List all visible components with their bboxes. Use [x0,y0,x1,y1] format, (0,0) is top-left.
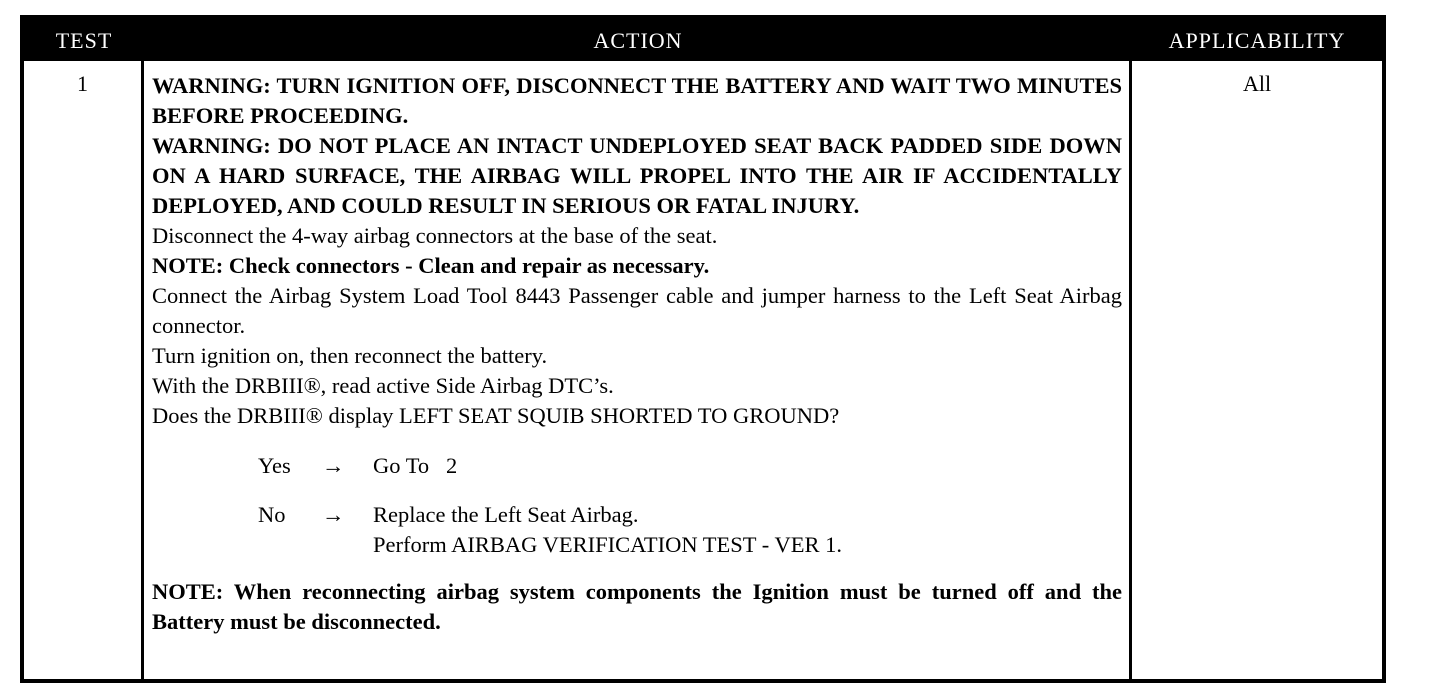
warning-seat-back: WARNING: DO NOT PLACE AN INTACT UNDEPLOYED SEAT BACK PADDED SIDE DOWN ON A HARD SURFACE, THE AIRBAG WILL PROPEL INTO THE AIR IF ACCIDENTALLY DEPLOYED, AND COULD RESULT IN SERIOUS OR FATAL INJURY. [152,133,1122,218]
step-connect-load-tool: Connect the Airbag System Load Tool 8443 Passenger cable and jumper harness to the Left Seat Airbag connector. [152,283,1122,338]
branch-yes-label: Yes [258,453,291,478]
warning-ignition: WARNING: TURN IGNITION OFF, DISCONNECT THE BATTERY AND WAIT TWO MINUTES BEFORE PROCEEDING. [152,73,1122,128]
diagnostic-question: Does the DRBIII® display LEFT SEAT SQUIB SHORTED TO GROUND? [152,403,840,428]
column-divider [1129,61,1132,679]
table-header [24,19,1382,61]
header-test: TEST [55,28,113,53]
column-divider [141,61,144,679]
note-check-connectors: NOTE: Check connectors - Clean and repair as necessary. [152,253,710,278]
branch-yes-action: Go To 2 [373,453,458,478]
test-number: 1 [77,71,88,96]
applicability-value: All [1242,71,1272,96]
step-read-dtc: With the DRBIII®, read active Side Airbag DTC’s. [152,373,614,398]
diagnostic-test-table [20,15,1386,683]
branch-no-action-verify: Perform AIRBAG VERIFICATION TEST - VER 1. [373,532,842,557]
arrow-right-icon: → [322,453,345,478]
branch-yes [152,451,1122,481]
action-cell [152,71,1122,637]
branch-no-action-replace: Replace the Left Seat Airbag. [373,502,639,527]
branch-no-label: No [258,502,286,527]
note-reconnecting: NOTE: When reconnecting airbag system components the Ignition must be turned off and the Battery must be disconnected. [152,579,1122,634]
step-ignition-on: Turn ignition on, then reconnect the battery. [152,343,548,368]
step-disconnect: Disconnect the 4-way airbag connectors at the base of the seat. [152,223,718,248]
header-action: ACTION [593,28,683,53]
branch-no [152,500,1122,530]
branch-no-continued [152,530,1122,560]
header-applicability: APPLICABILITY [1168,28,1346,53]
arrow-right-icon: → [322,502,345,527]
